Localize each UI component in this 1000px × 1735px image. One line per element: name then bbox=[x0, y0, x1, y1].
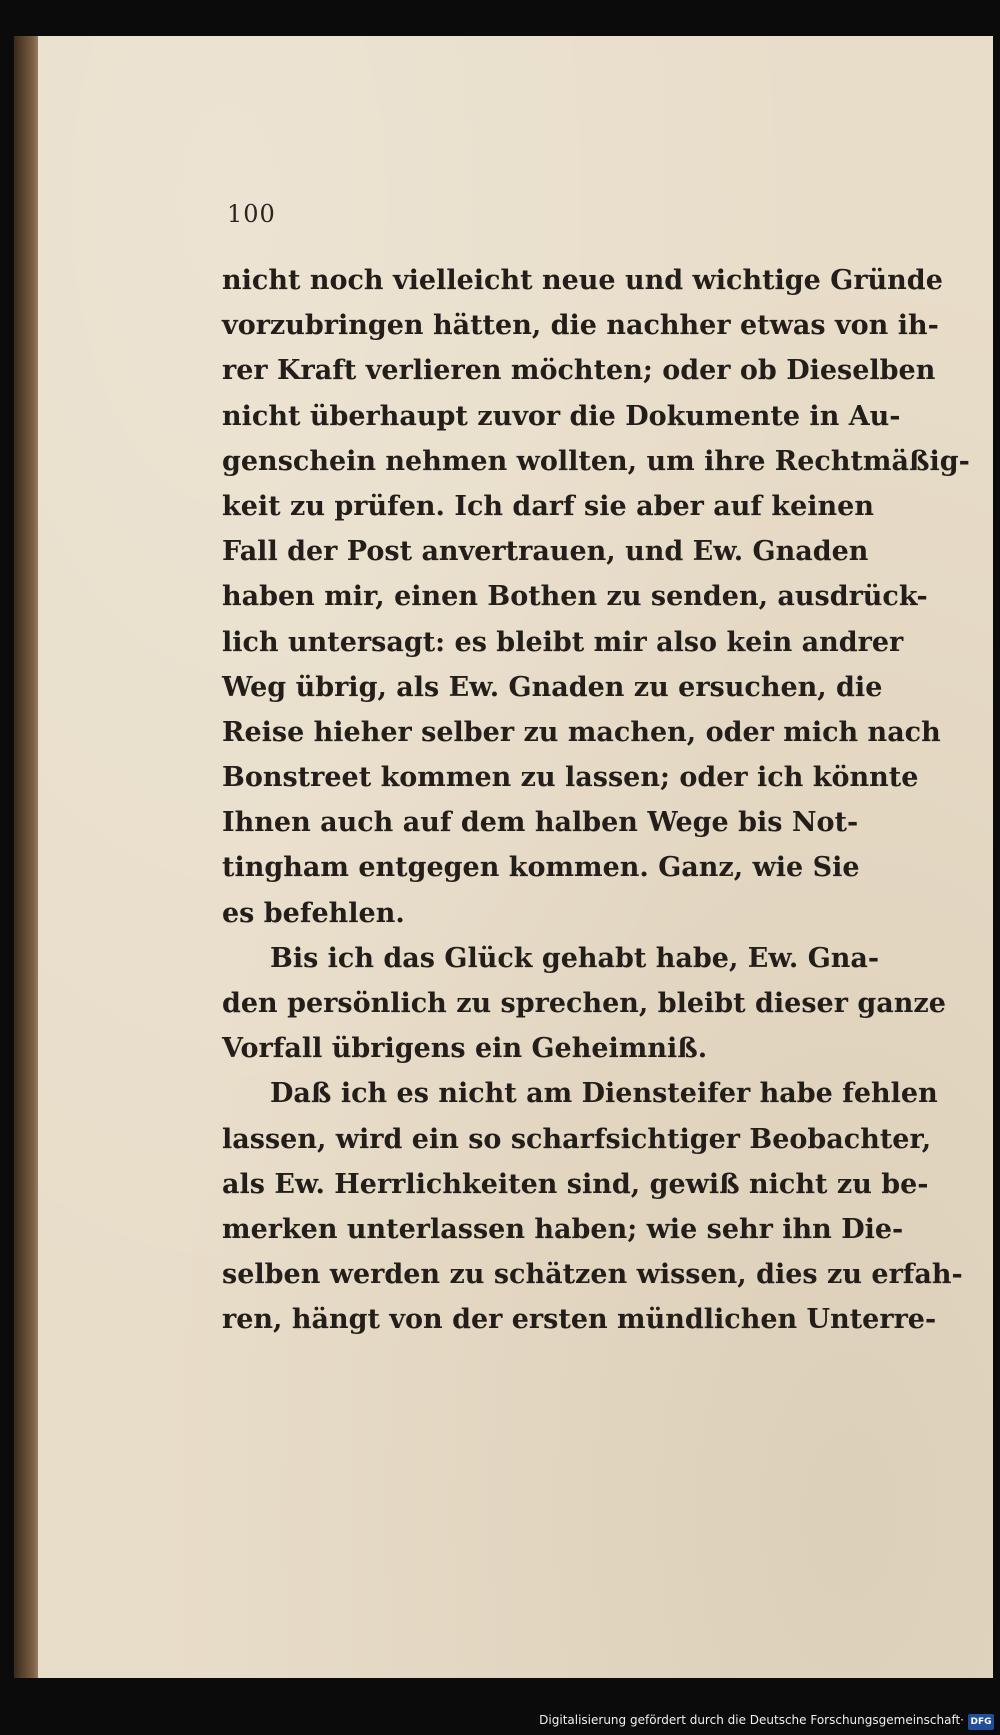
text-line: es befehlen. bbox=[222, 897, 405, 929]
footer-bar bbox=[0, 1678, 1000, 1735]
text-line: genschein nehmen wollten, um ihre Rechtmäßig- bbox=[222, 445, 970, 477]
body-text bbox=[222, 258, 970, 1343]
text-line: merken unterlassen haben; wie sehr ihn Die- bbox=[222, 1213, 904, 1245]
text-line: als Ew. Herrlichkeiten sind, gewiß nicht zu be- bbox=[222, 1168, 929, 1200]
funding-credit: Digitalisierung gefördert durch die Deutsche Forschungsgemeinschaft· bbox=[539, 1713, 964, 1727]
text-line: Weg übrig, als Ew. Gnaden zu ersuchen, die bbox=[222, 671, 883, 703]
text-line: Ihnen auch auf dem halben Wege bis Not- bbox=[222, 807, 859, 839]
text-line: ren, hängt von der ersten mündlichen Unterre- bbox=[222, 1304, 937, 1336]
text-line: selben werden zu schätzen wissen, dies zu erfah- bbox=[222, 1259, 963, 1291]
text-line: Fall der Post anvertrauen, und Ew. Gnaden bbox=[222, 536, 869, 568]
text-line: lich untersagt: es bleibt mir also kein andrer bbox=[222, 626, 904, 658]
text-line: rer Kraft verlieren möchten; oder ob Dieselben bbox=[222, 355, 936, 387]
text-line: keit zu prüfen. Ich darf sie aber auf keinen bbox=[222, 490, 874, 522]
page-number: 100 bbox=[227, 200, 276, 228]
text-line: haben mir, einen Bothen zu senden, ausdrück- bbox=[222, 581, 928, 613]
text-line: den persönlich zu sprechen, bleibt dieser ganze bbox=[222, 988, 946, 1019]
text-line: tingham entgegen kommen. Ganz, wie Sie bbox=[222, 852, 860, 884]
text-line: Bis ich das Glück gehabt habe, Ew. Gna- bbox=[270, 942, 880, 974]
dfg-logo: DFG bbox=[968, 1714, 994, 1730]
text-line: Bonstreet kommen zu lassen; oder ich könnte bbox=[222, 762, 919, 794]
text-line: Daß ich es nicht am Diensteifer habe fehlen bbox=[270, 1078, 938, 1110]
text-line: nicht noch vielleicht neue und wichtige Gründe bbox=[222, 265, 943, 296]
text-line: Reise hieher selber zu machen, oder mich nach bbox=[222, 716, 941, 748]
text-line: Vorfall übrigens ein Geheimniß. bbox=[222, 1033, 708, 1065]
text-line: lassen, wird ein so scharfsichtiger Beobachter, bbox=[222, 1123, 932, 1155]
text-line: nicht überhaupt zuvor die Dokumente in Au- bbox=[222, 400, 901, 432]
text-line: vorzubringen hätten, die nachher etwas von ih- bbox=[222, 310, 939, 342]
